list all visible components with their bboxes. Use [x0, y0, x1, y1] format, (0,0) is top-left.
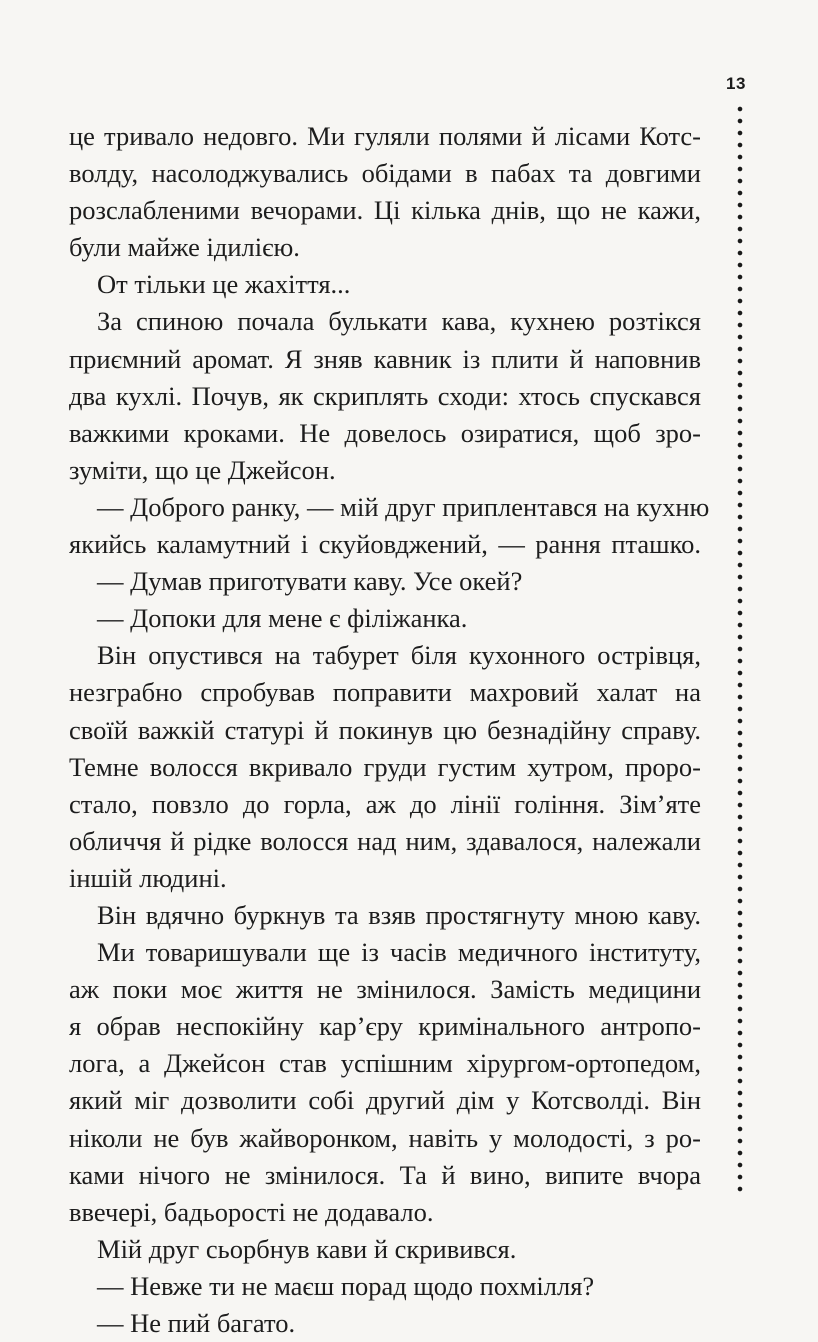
paragraph: [69, 303, 701, 488]
text-line: ввечері, бадьорості не додавало.: [69, 1196, 434, 1227]
body-text: [69, 118, 710, 1342]
text-line: За спиною почала булькати кава, кухнею розтікся: [97, 306, 701, 337]
text-line: От тільки це жахіття...: [97, 269, 351, 300]
text-line: Ми товаришували ще із часів медичного інституту,: [97, 937, 701, 968]
text-line: волду, насолоджувались обідами в пабах та довгими: [69, 158, 701, 189]
text-line: — Думав приготувати каву. Усе окей?: [97, 566, 523, 597]
text-line: незграбно спробував поправити махровий халат на: [69, 677, 701, 708]
text-line: два кухлі. Почув, як скриплять сходи: хтось спускався: [69, 380, 701, 411]
text-line: лога, а Джейсон став успішним хірургом-ортопедом,: [69, 1048, 701, 1079]
paragraph: [97, 600, 701, 637]
paragraph: [97, 897, 701, 934]
text-line: важкими кроками. Не довелось озиратися, щоб зро-: [69, 417, 701, 448]
text-line: — Невже ти не маєш порад щодо похмілля?: [97, 1270, 595, 1301]
text-line: Він опустився на табурет біля кухонного острівця,: [97, 640, 701, 671]
text-line: я обрав неспокійну кар’єру кримінального антропо-: [69, 1011, 701, 1042]
text-line: Він вдячно буркнув та взяв простягнуту мною каву.: [97, 899, 701, 930]
text-line: Мій друг сьорбнув кави й скривився.: [97, 1233, 517, 1264]
paragraph: [69, 934, 701, 1231]
page-number: 13: [726, 74, 746, 93]
text-line: якийсь каламутний і скуйовджений, — рання пташко.: [69, 529, 701, 560]
dotted-margin-rule: [737, 103, 743, 1195]
paragraph: [69, 637, 701, 897]
text-line: зуміти, що це Джейсон.: [69, 454, 336, 485]
text-line: — Не пий багато.: [97, 1308, 296, 1338]
text-line: ками нічого не змінилося. Та й вино, випите вчора: [69, 1159, 701, 1190]
text-line: Темне волосся вкривало груди густим хутром, проро-: [69, 751, 701, 782]
text-line: своїй важкій статурі й покинув цю безнадійну справу.: [69, 714, 701, 745]
text-line: аж поки моє життя не змінилося. Замість медицини: [69, 974, 701, 1005]
paragraph: [97, 1268, 701, 1305]
paragraph: [69, 489, 710, 563]
paragraph: [97, 266, 701, 303]
text-line: розслабленими вечорами. Ці кілька днів, що не кажи,: [69, 195, 701, 226]
text-line: були майже ідилією.: [69, 232, 300, 263]
paragraph: [97, 1305, 701, 1342]
paragraph: [69, 118, 701, 266]
text-line: приємний аромат. Я зняв кавник із плити й наповнив: [69, 343, 701, 374]
paragraph: [97, 1231, 701, 1268]
text-line: — Допоки для мене є філіжанка.: [97, 603, 468, 634]
text-line: ніколи не був жайворонком, навіть у молодості, з ро-: [69, 1122, 701, 1153]
text-line: який міг дозволити собі другий дім у Котсволді. Він: [69, 1085, 701, 1116]
paragraph: [97, 563, 701, 600]
text-line: іншій людині.: [69, 862, 227, 893]
text-line: стало, повзло до горла, аж до лінії гоління. Зім’яте: [69, 788, 701, 819]
text-line: — Доброго ранку, — мій друг приплентався на кухню: [97, 491, 710, 522]
text-line: обличчя й рідке волосся над ним, здавалося, належали: [69, 825, 701, 856]
text-line: це тривало недовго. Ми гуляли полями й лісами Котс-: [69, 121, 701, 151]
